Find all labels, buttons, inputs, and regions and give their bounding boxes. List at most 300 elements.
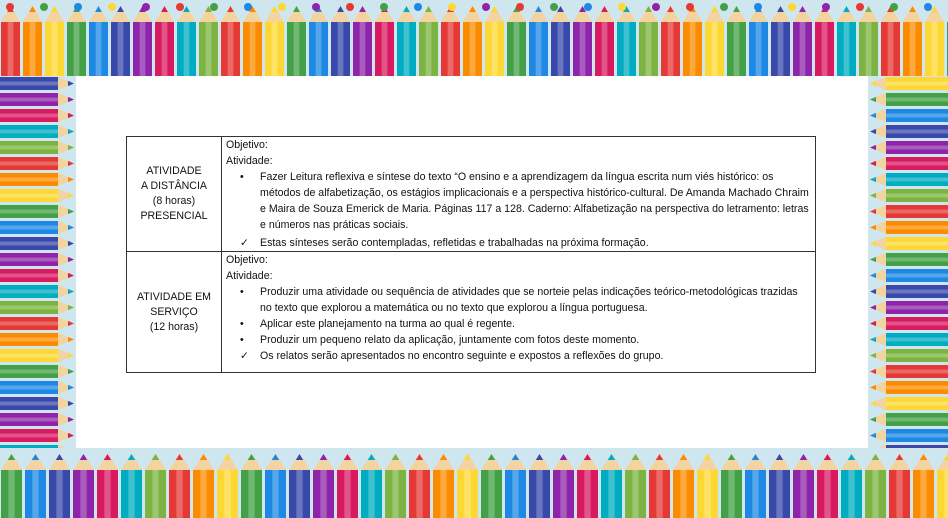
pencil (673, 454, 694, 518)
pencil-lead (68, 241, 74, 246)
check-marker-icon: ✓ (240, 350, 249, 362)
row-label-line: PRESENCIAL (140, 210, 208, 222)
pencil-shine (152, 470, 158, 518)
pencil-lead (557, 6, 564, 12)
pencil (870, 253, 948, 266)
doodle-dot (380, 3, 388, 11)
pencil-lead (224, 454, 232, 460)
pencil-lead (128, 454, 136, 460)
pencil-shine (0, 130, 58, 134)
pencil (870, 221, 948, 234)
pencil (353, 6, 372, 76)
pencil (639, 6, 658, 76)
pencil-lead (68, 321, 74, 326)
pencil-lead (359, 6, 366, 12)
pencil (0, 349, 74, 362)
pencil-shine (426, 22, 432, 76)
pencil-shine (848, 470, 854, 518)
pencil-shine (932, 22, 938, 76)
pencil-shine (886, 418, 948, 422)
pencil (771, 6, 790, 76)
pencil-shine (224, 470, 230, 518)
pencil-lead (711, 6, 718, 12)
pencil (870, 157, 948, 170)
list-item (240, 235, 811, 251)
pencil-border-left (0, 76, 76, 448)
pencil (67, 6, 86, 76)
pencil (23, 6, 42, 76)
pencil-lead (68, 337, 74, 342)
pencil-shine (0, 322, 58, 326)
pencil-shine (492, 22, 498, 76)
pencil-lead (200, 454, 208, 460)
pencil (0, 205, 74, 218)
pencil (925, 6, 944, 76)
pencil (697, 454, 718, 518)
pencil-shine (886, 354, 948, 358)
pencil (0, 253, 74, 266)
pencil (331, 6, 350, 76)
list-item (240, 348, 811, 364)
pencil-shine (0, 226, 58, 230)
pencil-lead (870, 161, 876, 166)
pencil (97, 454, 118, 518)
pencil-lead (68, 401, 74, 406)
pencil (793, 6, 812, 76)
pencil-shine (728, 470, 734, 518)
pencil-shine (30, 22, 36, 76)
pencil-lead (272, 454, 280, 460)
pencil-lead (344, 454, 352, 460)
row-label-line: A DISTÂNCIA (141, 180, 207, 192)
pencil-shine (756, 22, 762, 76)
pencil (309, 6, 328, 76)
pencil-lead (68, 225, 74, 230)
pencil (721, 454, 742, 518)
pencil-lead (512, 454, 520, 460)
pencil-lead (491, 6, 498, 12)
pencil-lead (320, 454, 328, 460)
pencil-shine (0, 306, 58, 310)
pencil-lead (704, 454, 712, 460)
bullet-marker: • (240, 334, 244, 346)
pencil-lead (68, 145, 74, 150)
pencil (287, 6, 306, 76)
pencil-lead (68, 353, 74, 358)
pencil-lead (776, 454, 784, 460)
check-marker-icon: ✓ (240, 237, 249, 249)
pencil-shine (580, 22, 586, 76)
pencil-lead (870, 385, 876, 390)
pencil-lead (870, 129, 876, 134)
pencil-shine (844, 22, 850, 76)
pencil-shine (0, 418, 58, 422)
doodle-dot (618, 3, 626, 11)
pencil (111, 6, 130, 76)
pencil (89, 6, 108, 76)
pencil-shine (824, 470, 830, 518)
pencil (529, 454, 550, 518)
list-item (240, 169, 811, 233)
pencil (870, 269, 948, 282)
pencil (507, 6, 526, 76)
pencil-shine (0, 98, 58, 102)
pencil-border-top (0, 0, 948, 76)
pencil (870, 141, 948, 154)
pencil (0, 269, 74, 282)
pencil-shine (294, 22, 300, 76)
bullet-marker: • (240, 171, 244, 183)
pencil-lead (752, 454, 760, 460)
pencil (769, 454, 790, 518)
pencil (815, 6, 834, 76)
pencil-wood (58, 445, 74, 448)
pencil-shine (608, 470, 614, 518)
doodle-dot (686, 3, 694, 11)
pencil-shine (0, 274, 58, 278)
pencil (749, 6, 768, 76)
pencil-lead (293, 6, 300, 12)
doodle-dot (210, 3, 218, 11)
pencil-lead (29, 6, 36, 12)
pencil-lead (68, 385, 74, 390)
doodle-dot (516, 3, 524, 11)
pencil-lead (104, 454, 112, 460)
pencil-shine (0, 162, 58, 166)
pencil (1, 6, 20, 76)
pencil-shine (886, 322, 948, 326)
atividade-label: Atividade: (226, 155, 273, 167)
pencil (889, 454, 910, 518)
pencil-shine (272, 470, 278, 518)
pencil-lead (152, 454, 160, 460)
pencil (903, 6, 922, 76)
pencil-lead (584, 454, 592, 460)
pencil-lead (872, 454, 880, 460)
pencil (433, 454, 454, 518)
pencil (457, 454, 478, 518)
pencil (727, 6, 746, 76)
pencil-lead (68, 97, 74, 102)
pencil-lead (608, 454, 616, 460)
pencil (313, 454, 334, 518)
pencil-lead (271, 6, 278, 12)
pencil-border-right-svg (868, 76, 948, 448)
row-content-cell (222, 137, 816, 252)
pencil (0, 381, 74, 394)
pencil-shine (0, 354, 58, 358)
pencil-shine (886, 338, 948, 342)
pencil-shine (176, 470, 182, 518)
pencil (169, 454, 190, 518)
pencil-border-bottom-svg (0, 448, 948, 518)
pencil-lead (733, 6, 740, 12)
pencil-shine (0, 82, 58, 86)
doodle-dot (346, 3, 354, 11)
pencil-shine (632, 470, 638, 518)
pencil-lead (56, 454, 64, 460)
pencil-lead (843, 6, 850, 12)
pencil (705, 6, 724, 76)
pencil-shine (712, 22, 718, 76)
pencil (419, 6, 438, 76)
pencil-lead (870, 193, 876, 198)
pencil-lead (68, 417, 74, 422)
pencil-lead (667, 6, 674, 12)
pencil-lead (645, 6, 652, 12)
list-item-text: Produzir uma atividade ou sequência de atividades que se norteie pelas indicações teórico-metodológicas trazidas no texto que explorou a matemática ou no texto que explorou a língua portuguesa. (260, 286, 798, 314)
activity-list (226, 169, 811, 251)
pencil (0, 445, 74, 448)
pencil-lead (728, 454, 736, 460)
pencil-shine (368, 470, 374, 518)
pencil (0, 397, 74, 410)
pencil-lead (68, 257, 74, 262)
pencil-shine (680, 470, 686, 518)
pencil-lead (296, 454, 304, 460)
pencil-shine (0, 290, 58, 294)
pencil-lead (870, 225, 876, 230)
pencil-lead (870, 177, 876, 182)
pencil-shine (0, 114, 58, 118)
pencil-lead (824, 454, 832, 460)
row-content-cell (222, 252, 816, 373)
pencil (145, 454, 166, 518)
pencil (0, 157, 74, 170)
doodle-dot (312, 3, 320, 11)
pencil-shine (360, 22, 366, 76)
bullet-marker: • (240, 318, 244, 330)
pencil-lead (68, 161, 74, 166)
pencil-shine (536, 470, 542, 518)
pencil-wood (870, 445, 886, 448)
list-item-text: Aplicar este planejamento na turma ao qual é regente. (260, 318, 516, 330)
pencil-shine (886, 242, 948, 246)
pencil-shine (886, 98, 948, 102)
pencil-border-left-svg (0, 76, 76, 448)
list-item (240, 316, 811, 332)
doodle-dot (856, 3, 864, 11)
pencil-shine (888, 22, 894, 76)
doodle-dot (754, 3, 762, 11)
row-label-line: SERVIÇO (150, 305, 198, 318)
pencil-shine (0, 402, 58, 406)
pencil-shine (56, 470, 62, 518)
pencil (289, 454, 310, 518)
doodle-dot (74, 3, 82, 11)
list-item-text: Os relatos serão apresentados no encontro seguinte e expostos a reflexões do grupo. (260, 350, 664, 362)
pencil (870, 397, 948, 410)
pencil-shine (0, 258, 58, 262)
pencil (0, 285, 74, 298)
pencil-lead (32, 454, 40, 460)
pencil (221, 6, 240, 76)
pencil-lead (68, 273, 74, 278)
pencil-lead (870, 321, 876, 326)
pencil-shine (74, 22, 80, 76)
pencil (193, 454, 214, 518)
pencil-lead (488, 454, 496, 460)
pencil (133, 6, 152, 76)
pencil (617, 6, 636, 76)
pencil (601, 454, 622, 518)
row-label-line: (8 horas) (152, 195, 196, 207)
pencil (337, 454, 358, 518)
pencil-lead (68, 305, 74, 310)
pencil-lead (560, 454, 568, 460)
pencil (865, 454, 886, 518)
pencil (0, 413, 74, 426)
bullet-marker: • (240, 286, 244, 298)
doodle-dot (788, 3, 796, 11)
pencil-lead (632, 454, 640, 460)
pencil-shine (250, 22, 256, 76)
pencil-lead (931, 6, 938, 12)
pencil-shine (886, 194, 948, 198)
pencil (870, 381, 948, 394)
pencil-border-bottom (0, 448, 948, 518)
pencil (881, 6, 900, 76)
doodle-dot (414, 3, 422, 11)
pencil-shine (96, 22, 102, 76)
row-label-cell (127, 252, 222, 373)
pencil (0, 141, 74, 154)
pencil-shine (800, 470, 806, 518)
doodle-dot (244, 3, 252, 11)
pencil-lead (870, 353, 876, 358)
pencil-shine (866, 22, 872, 76)
pencil (409, 454, 430, 518)
pencil (485, 6, 504, 76)
pencil-shine (206, 22, 212, 76)
pencil-lead (870, 145, 876, 150)
pencil-lead (469, 6, 476, 12)
pencil (0, 301, 74, 314)
pencil-shine (128, 470, 134, 518)
pencil-shine (0, 386, 58, 390)
pencil-shine (0, 194, 58, 198)
pencil (155, 6, 174, 76)
pencil-shine (0, 178, 58, 182)
doodle-dot (40, 3, 48, 11)
pencil-shine (184, 22, 190, 76)
doodle-dot (108, 3, 116, 11)
pencil (241, 454, 262, 518)
pencil (463, 6, 482, 76)
pencil-shine (248, 470, 254, 518)
pencil-lead (425, 6, 432, 12)
pencil (177, 6, 196, 76)
pencil (870, 365, 948, 378)
pencil-border-right (868, 76, 948, 448)
pencil-shine (886, 434, 948, 438)
pencil (573, 6, 592, 76)
pencil-lead (800, 454, 808, 460)
pencil (859, 6, 878, 76)
pencil (0, 125, 74, 138)
row-label-line: ATIVIDADE EM (137, 290, 211, 303)
pencil (0, 189, 74, 202)
row-label-line: ATIVIDADE (146, 165, 202, 177)
pencil (441, 6, 460, 76)
table-row-service (127, 252, 816, 373)
pencil-shine (470, 22, 476, 76)
pencil-lead (95, 6, 102, 12)
pencil-shine (886, 402, 948, 406)
pencil-shine (448, 22, 454, 76)
pencil-shine (296, 470, 302, 518)
pencil-lead (920, 454, 928, 460)
pencil-lead (870, 81, 876, 86)
pencil-lead (777, 6, 784, 12)
pencil (375, 6, 394, 76)
pencil (385, 454, 406, 518)
pencil-shine (382, 22, 388, 76)
pencil (0, 333, 74, 346)
pencil-lead (176, 454, 184, 460)
pencil (683, 6, 702, 76)
pencil (0, 93, 74, 106)
table-row-distance (127, 137, 816, 252)
pencil-shine (910, 22, 916, 76)
pencil (937, 454, 948, 518)
pencil-shine (886, 146, 948, 150)
pencil-shine (584, 470, 590, 518)
pencil-lead (870, 417, 876, 422)
pencil (837, 6, 856, 76)
pencil-lead (337, 6, 344, 12)
pencil (529, 6, 548, 76)
doodle-dot (890, 3, 898, 11)
pencil-lead (865, 6, 872, 12)
pencil-shine (316, 22, 322, 76)
objetivo-label: Objetivo: (226, 254, 268, 266)
doodle-dot (924, 3, 932, 11)
pencil-lead (870, 257, 876, 262)
pencil-shine (0, 338, 58, 342)
pencil (661, 6, 680, 76)
pencil-lead (68, 129, 74, 134)
pencil (870, 237, 948, 250)
pencil-lead (848, 454, 856, 460)
pencil-shine (52, 22, 58, 76)
pencil-shine (0, 146, 58, 150)
pencil (265, 454, 286, 518)
pencil (870, 125, 948, 138)
pencil-shine (272, 22, 278, 76)
pencil (870, 93, 948, 106)
pencil (25, 454, 46, 518)
pencil (870, 77, 948, 90)
activity-list (226, 284, 811, 364)
pencil-shine (704, 470, 710, 518)
pencil-shine (752, 470, 758, 518)
pencil-lead (870, 113, 876, 118)
pencil (577, 454, 598, 518)
pencil-shine (944, 470, 948, 518)
pencil-body (886, 445, 948, 448)
pencil (745, 454, 766, 518)
pencil (0, 429, 74, 442)
activities-table (126, 136, 816, 373)
pencil-lead (68, 177, 74, 182)
row-label-cell (127, 137, 222, 252)
pencil-shine (896, 470, 902, 518)
pencil (73, 454, 94, 518)
pencil (0, 317, 74, 330)
pencil-shine (886, 114, 948, 118)
pencil-lead (799, 6, 806, 12)
